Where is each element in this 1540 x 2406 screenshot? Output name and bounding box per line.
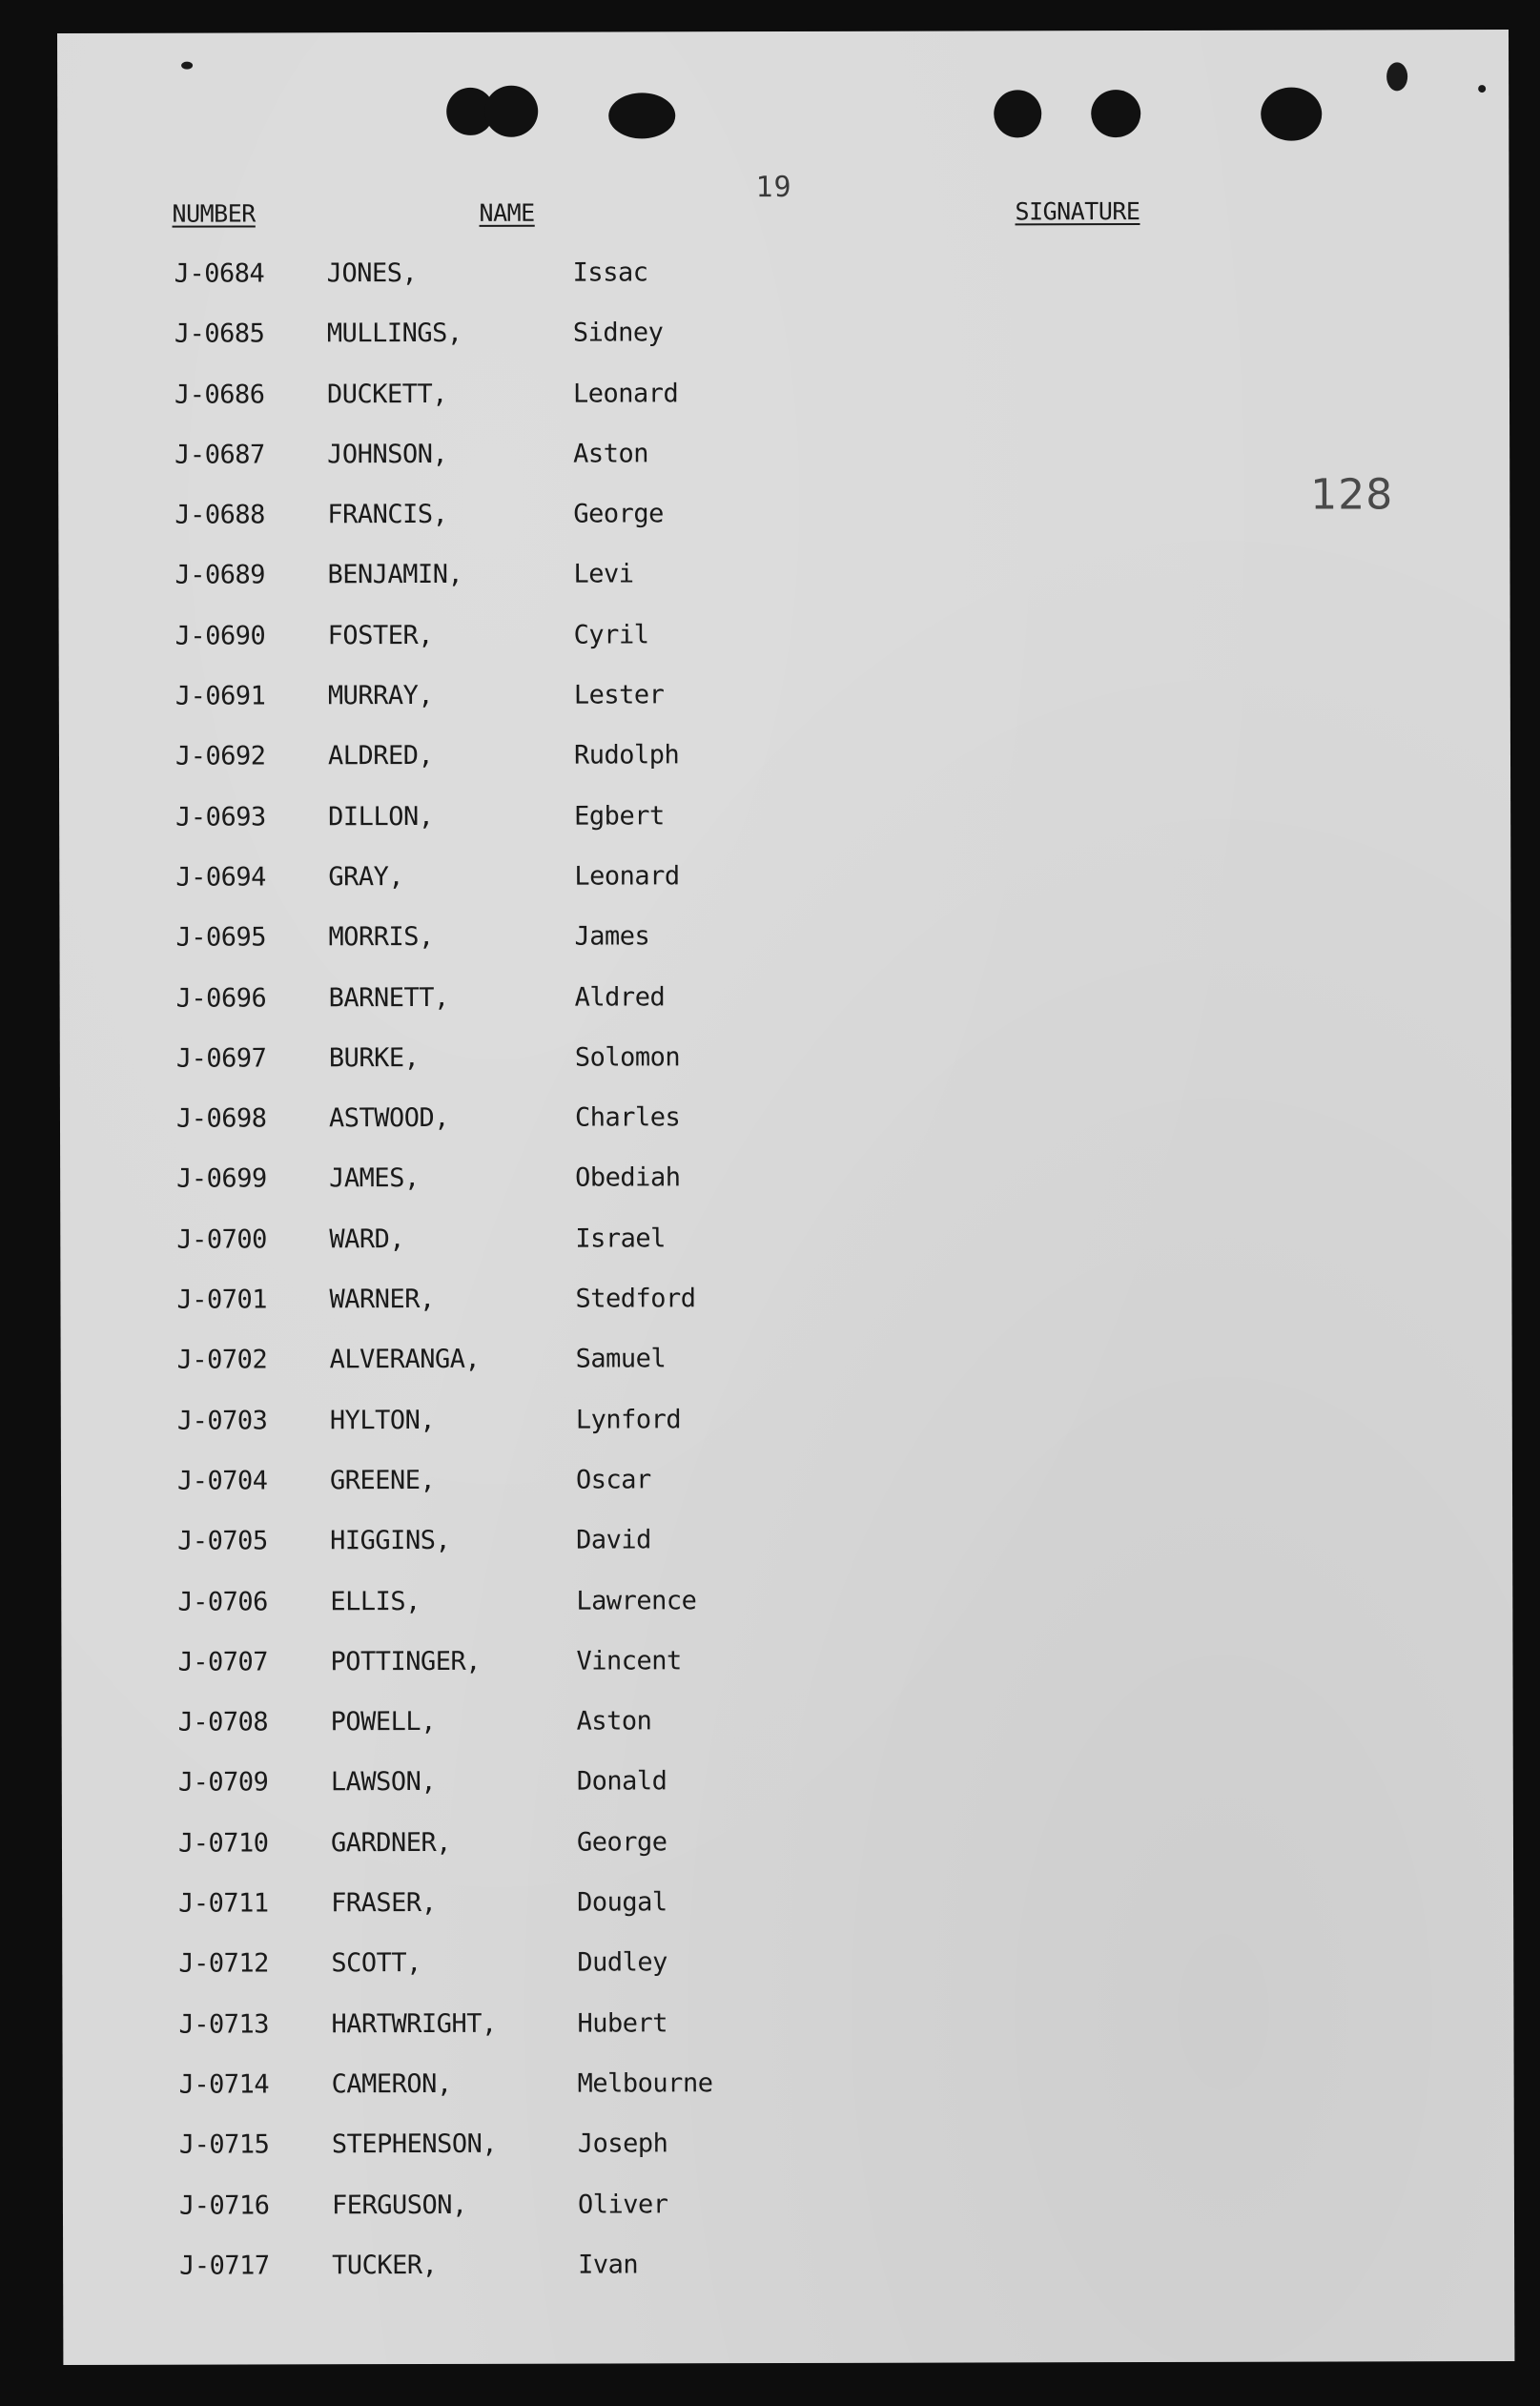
list-item <box>59 674 1510 738</box>
list-item <box>60 977 1511 1040</box>
record-first-name: Charles <box>574 1102 681 1133</box>
record-first-name: Leonard <box>572 378 679 409</box>
ink-speck-icon <box>1478 85 1486 93</box>
ink-speck-icon <box>1386 62 1407 91</box>
record-last-name: HIGGINS, <box>330 1526 451 1556</box>
record-first-name: Solomon <box>574 1042 681 1073</box>
record-number: J-0713 <box>178 2009 270 2040</box>
record-first-name: Ivan <box>578 2250 639 2280</box>
list-item <box>63 2184 1514 2248</box>
record-number: J-0695 <box>175 922 267 953</box>
list-item <box>62 1942 1513 2005</box>
record-last-name: FERGUSON, <box>331 2190 467 2220</box>
record-number: J-0699 <box>176 1163 267 1195</box>
list-item <box>62 1821 1513 1885</box>
punch-hole-icon <box>1091 90 1140 137</box>
record-number: J-0684 <box>174 258 265 289</box>
list-item <box>61 1580 1512 1644</box>
record-number: J-0687 <box>175 440 265 470</box>
punch-hole-icon <box>994 90 1041 137</box>
paper-sheet <box>57 30 1514 2365</box>
records-list <box>58 252 1515 2308</box>
record-first-name: Vincent <box>576 1646 682 1676</box>
list-item <box>59 915 1510 979</box>
record-first-name: George <box>576 1827 667 1858</box>
record-first-name: Israel <box>575 1224 666 1254</box>
record-number: J-0696 <box>175 982 267 1014</box>
list-item <box>58 373 1509 437</box>
list-item <box>63 2123 1514 2187</box>
record-last-name: DUCKETT, <box>326 379 448 409</box>
record-last-name: CAMERON, <box>331 2068 452 2100</box>
record-first-name: Samuel <box>575 1344 667 1374</box>
record-first-name: Cyril <box>573 620 649 650</box>
list-item <box>60 1157 1511 1221</box>
punch-hole-icon <box>484 86 538 137</box>
record-first-name: Egbert <box>574 801 665 832</box>
record-last-name: GREENE, <box>329 1465 436 1496</box>
header-number: NUMBER <box>172 199 256 228</box>
record-first-name: Lawrence <box>576 1585 697 1616</box>
record-last-name: FRANCIS, <box>327 500 448 530</box>
record-last-name: WARD, <box>329 1224 405 1255</box>
record-first-name: Obediah <box>575 1162 681 1194</box>
list-item <box>58 312 1509 376</box>
record-number: J-0691 <box>175 681 266 711</box>
punch-hole-icon <box>1261 88 1322 141</box>
record-last-name: GARDNER, <box>330 1827 452 1858</box>
record-last-name: POTTINGER, <box>330 1646 482 1677</box>
record-last-name: ELLIS, <box>330 1586 421 1616</box>
record-number: J-0700 <box>176 1224 267 1255</box>
header-signature: SIGNATURE <box>1015 197 1140 226</box>
record-number: J-0686 <box>174 380 265 410</box>
record-first-name: Aston <box>573 439 648 469</box>
record-number: J-0690 <box>175 621 266 651</box>
list-item <box>59 614 1510 678</box>
record-number: J-0697 <box>175 1043 267 1074</box>
record-last-name: FRASER, <box>331 1887 437 1919</box>
record-last-name: SCOTT, <box>331 1948 421 1979</box>
record-number: J-0692 <box>175 741 266 772</box>
list-item <box>59 734 1510 798</box>
record-last-name: BENJAMIN, <box>327 560 463 590</box>
record-number: J-0714 <box>178 2069 270 2100</box>
record-number: J-0715 <box>178 2129 270 2160</box>
list-item <box>61 1459 1512 1523</box>
record-number: J-0688 <box>175 500 265 530</box>
header-name: NAME <box>479 198 535 227</box>
list-item <box>62 2003 1513 2067</box>
record-number: J-0705 <box>177 1526 268 1556</box>
record-number: J-0702 <box>176 1345 268 1376</box>
list-item <box>60 1218 1511 1282</box>
record-first-name: Lynford <box>575 1404 682 1435</box>
record-number: J-0704 <box>176 1466 268 1496</box>
record-first-name: James <box>574 921 650 952</box>
record-last-name: HYLTON, <box>329 1405 436 1435</box>
record-last-name: HARTWRIGHT, <box>331 2008 497 2039</box>
record-first-name: Aston <box>576 1706 652 1737</box>
record-last-name: ALDRED, <box>327 741 434 771</box>
record-last-name: BARNETT, <box>328 982 449 1013</box>
record-last-name: ALVERANGA, <box>329 1345 481 1375</box>
record-first-name: Levi <box>573 559 634 590</box>
record-number: J-0693 <box>175 802 266 833</box>
record-last-name: POWELL, <box>330 1707 436 1738</box>
list-item <box>58 252 1509 316</box>
record-last-name: ASTWOOD, <box>328 1103 450 1134</box>
record-number: J-0685 <box>174 319 265 349</box>
list-item <box>62 1700 1513 1764</box>
record-number: J-0706 <box>177 1586 268 1617</box>
list-item <box>62 1882 1513 1945</box>
list-item <box>61 1519 1512 1583</box>
list-item <box>63 2244 1514 2308</box>
list-item <box>58 433 1509 497</box>
record-number: J-0712 <box>178 1948 269 1979</box>
record-first-name: Donald <box>576 1766 667 1798</box>
list-item <box>59 855 1510 919</box>
list-item <box>58 493 1509 557</box>
record-last-name: MURRAY, <box>327 681 434 711</box>
record-last-name: JAMES, <box>329 1163 420 1194</box>
record-first-name: George <box>573 499 664 529</box>
record-first-name: Lester <box>573 680 665 710</box>
record-number: J-0703 <box>176 1406 268 1436</box>
ink-speck-icon <box>181 62 193 70</box>
record-number: J-0701 <box>176 1285 268 1315</box>
record-number: J-0707 <box>177 1647 269 1677</box>
record-first-name: David <box>576 1525 651 1555</box>
record-number: J-0711 <box>178 1888 269 1919</box>
record-first-name: Dudley <box>577 1947 667 1978</box>
record-number: J-0694 <box>175 862 266 893</box>
list-item <box>62 1760 1513 1824</box>
record-first-name: Rudolph <box>573 740 680 771</box>
list-item <box>61 1338 1512 1402</box>
record-number: J-0716 <box>178 2190 270 2221</box>
record-first-name: Stedford <box>575 1284 696 1314</box>
record-last-name: TUCKER, <box>332 2250 438 2281</box>
record-number: J-0698 <box>175 1103 267 1134</box>
punch-hole-icon <box>608 93 675 138</box>
record-number: J-0708 <box>177 1707 269 1738</box>
record-last-name: LAWSON, <box>330 1767 437 1798</box>
record-first-name: Leonard <box>574 861 680 892</box>
list-item <box>61 1399 1512 1463</box>
record-first-name: Joseph <box>577 2128 668 2159</box>
record-last-name: DILLON, <box>328 801 434 832</box>
list-item <box>60 1278 1511 1342</box>
record-first-name: Sidney <box>572 318 664 348</box>
record-last-name: FOSTER, <box>327 620 433 651</box>
list-item <box>58 553 1509 617</box>
record-number: J-0709 <box>177 1767 269 1799</box>
record-first-name: Issac <box>572 257 648 288</box>
record-last-name: STEPHENSON, <box>331 2129 498 2160</box>
record-first-name: Oscar <box>575 1465 651 1495</box>
record-first-name: Hubert <box>577 2007 668 2039</box>
page-number: 19 <box>755 170 792 205</box>
record-number: J-0717 <box>179 2251 270 2281</box>
list-item <box>63 2063 1514 2127</box>
record-last-name: MORRIS, <box>328 922 434 953</box>
record-last-name: MULLINGS, <box>326 319 462 349</box>
list-item <box>60 1037 1511 1100</box>
record-first-name: Oliver <box>577 2189 668 2220</box>
record-last-name: JONES, <box>326 258 418 289</box>
list-item <box>60 1097 1511 1161</box>
list-item <box>59 795 1510 859</box>
record-first-name: Aldred <box>574 981 666 1013</box>
record-last-name: GRAY, <box>328 862 404 893</box>
record-last-name: BURKE, <box>328 1042 420 1074</box>
folio-stamp: 128 <box>1310 470 1394 520</box>
record-first-name: Melbourne <box>577 2068 713 2099</box>
list-item <box>61 1640 1512 1704</box>
record-last-name: JOHNSON, <box>327 439 448 470</box>
record-last-name: WARNER, <box>329 1285 435 1315</box>
record-number: J-0689 <box>175 560 266 591</box>
record-number: J-0710 <box>177 1828 269 1859</box>
record-first-name: Dougal <box>577 1887 667 1918</box>
